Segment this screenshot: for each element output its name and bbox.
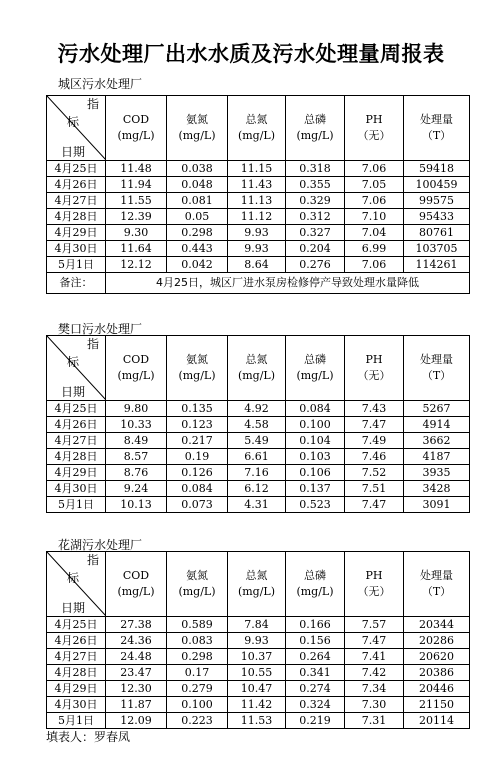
column-header (345, 552, 404, 617)
column-unit: (mg/L) (237, 369, 276, 382)
column-name: COD (122, 353, 150, 366)
date-cell: 4月26日 (47, 177, 106, 193)
value-cell: 0.104 (286, 433, 345, 449)
value-cell: 0.223 (167, 713, 228, 729)
value-cell: 0.217 (167, 433, 228, 449)
value-cell: 0.038 (167, 161, 228, 177)
diag-top-label: 指 (86, 337, 99, 351)
column-name: 总磷 (304, 569, 326, 582)
value-cell: 7.06 (345, 193, 404, 209)
section-label: 花湖污水处理厂 (58, 538, 143, 552)
value-cell: 9.24 (106, 481, 167, 497)
value-cell: 11.55 (106, 193, 167, 209)
table-row (47, 465, 470, 481)
value-cell: 0.589 (167, 617, 228, 633)
value-cell: 0.274 (286, 681, 345, 697)
table-row (47, 617, 470, 633)
column-name: 总氮 (245, 569, 268, 582)
date-cell: 4月30日 (47, 241, 106, 257)
value-cell: 5267 (404, 401, 470, 417)
value-cell: 7.04 (345, 225, 404, 241)
value-cell: 6.12 (228, 481, 286, 497)
column-unit: (mg/L) (117, 369, 155, 382)
value-cell: 10.55 (228, 665, 286, 681)
column-header (404, 336, 470, 401)
column-unit: (mg/L) (237, 129, 276, 142)
value-cell: 8.49 (106, 433, 167, 449)
table-row (47, 417, 470, 433)
value-cell: 11.15 (228, 161, 286, 177)
column-unit: (mg/L) (296, 369, 334, 382)
column-unit: (mg/L) (296, 129, 334, 142)
value-cell: 95433 (404, 209, 470, 225)
note-text: 4月25日，城区厂进水泵房检修停产导致处理水量降低 (106, 273, 470, 294)
value-cell: 114261 (404, 257, 470, 273)
value-cell: 7.34 (345, 681, 404, 697)
table-row (47, 161, 470, 177)
value-cell: 0.103 (286, 449, 345, 465)
table-row (47, 433, 470, 449)
value-cell: 0.523 (286, 497, 345, 513)
value-cell: 6.61 (228, 449, 286, 465)
date-cell: 4月26日 (47, 633, 106, 649)
value-cell: 7.06 (345, 161, 404, 177)
value-cell: 5.49 (228, 433, 286, 449)
note-row (47, 273, 470, 294)
diag-mid-label: 标 (67, 115, 80, 129)
date-cell: 4月28日 (47, 209, 106, 225)
value-cell: 0.17 (167, 665, 228, 681)
value-cell: 7.43 (345, 401, 404, 417)
value-cell: 6.99 (345, 241, 404, 257)
column-header (167, 552, 228, 617)
column-name: 氨氮 (186, 113, 208, 126)
table-row (47, 177, 470, 193)
date-cell: 4月25日 (47, 617, 106, 633)
diagonal-header-cell (47, 336, 106, 401)
value-cell: 3662 (404, 433, 470, 449)
diag-top-label: 指 (86, 553, 99, 567)
column-unit: （T） (421, 369, 452, 382)
value-cell: 59418 (404, 161, 470, 177)
column-header (228, 336, 286, 401)
value-cell: 0.318 (286, 161, 345, 177)
quality-table (46, 335, 470, 513)
value-cell: 7.31 (345, 713, 404, 729)
column-header (345, 96, 404, 161)
table-row (47, 193, 470, 209)
report-title: 污水处理厂出水水质及污水处理量周报表 (57, 42, 445, 66)
value-cell: 0.443 (167, 241, 228, 257)
column-name: COD (122, 113, 150, 126)
value-cell: 7.41 (345, 649, 404, 665)
value-cell: 24.36 (106, 633, 167, 649)
value-cell: 11.94 (106, 177, 167, 193)
value-cell: 12.12 (106, 257, 167, 273)
value-cell: 0.100 (167, 697, 228, 713)
value-cell: 9.93 (228, 633, 286, 649)
value-cell: 3091 (404, 497, 470, 513)
value-cell: 10.47 (228, 681, 286, 697)
column-unit: （T） (421, 585, 452, 598)
column-unit: (mg/L) (117, 585, 155, 598)
date-cell: 4月26日 (47, 417, 106, 433)
value-cell: 0.137 (286, 481, 345, 497)
value-cell: 0.166 (286, 617, 345, 633)
value-cell: 0.135 (167, 401, 228, 417)
value-cell: 9.93 (228, 225, 286, 241)
date-cell: 4月27日 (47, 433, 106, 449)
diagonal-header-cell (47, 96, 106, 161)
quality-table (46, 95, 470, 294)
date-cell: 4月30日 (47, 481, 106, 497)
filler-signature: 填表人：罗春凤 (46, 730, 131, 744)
value-cell: 4914 (404, 417, 470, 433)
value-cell: 20620 (404, 649, 470, 665)
value-cell: 7.51 (345, 481, 404, 497)
value-cell: 10.37 (228, 649, 286, 665)
table-row (47, 497, 470, 513)
column-unit: (mg/L) (178, 129, 216, 142)
value-cell: 4.92 (228, 401, 286, 417)
diag-bottom-label: 日期 (61, 385, 86, 399)
diag-bottom-label: 日期 (61, 145, 86, 159)
value-cell: 9.30 (106, 225, 167, 241)
column-header (286, 552, 345, 617)
value-cell: 3428 (404, 481, 470, 497)
table-row (47, 649, 470, 665)
value-cell: 0.123 (167, 417, 228, 433)
value-cell: 11.43 (228, 177, 286, 193)
column-name: 处理量 (420, 569, 453, 582)
value-cell: 80761 (404, 225, 470, 241)
date-cell: 5月1日 (47, 257, 106, 273)
date-cell: 4月29日 (47, 681, 106, 697)
date-cell: 5月1日 (47, 497, 106, 513)
value-cell: 0.324 (286, 697, 345, 713)
value-cell: 7.06 (345, 257, 404, 273)
column-header (167, 336, 228, 401)
value-cell: 0.204 (286, 241, 345, 257)
section-label: 樊口污水处理厂 (58, 322, 143, 336)
value-cell: 0.264 (286, 649, 345, 665)
value-cell: 7.30 (345, 697, 404, 713)
value-cell: 11.13 (228, 193, 286, 209)
column-header (106, 96, 167, 161)
value-cell: 8.57 (106, 449, 167, 465)
column-unit: （无） (357, 369, 391, 382)
diag-mid-label: 标 (67, 571, 80, 585)
value-cell: 7.05 (345, 177, 404, 193)
value-cell: 11.87 (106, 697, 167, 713)
value-cell: 11.64 (106, 241, 167, 257)
table-row (47, 209, 470, 225)
value-cell: 10.33 (106, 417, 167, 433)
column-unit: （T） (421, 129, 452, 142)
table-row (47, 697, 470, 713)
value-cell: 0.279 (167, 681, 228, 697)
column-unit: (mg/L) (296, 585, 334, 598)
value-cell: 23.47 (106, 665, 167, 681)
value-cell: 4.58 (228, 417, 286, 433)
value-cell: 0.341 (286, 665, 345, 681)
value-cell: 99575 (404, 193, 470, 209)
diag-bottom-label: 日期 (61, 601, 86, 615)
value-cell: 0.126 (167, 465, 228, 481)
value-cell: 8.64 (228, 257, 286, 273)
column-header (106, 552, 167, 617)
value-cell: 0.312 (286, 209, 345, 225)
date-cell: 4月25日 (47, 161, 106, 177)
table-row (47, 449, 470, 465)
value-cell: 0.100 (286, 417, 345, 433)
column-name: PH (365, 113, 383, 126)
table-row (47, 633, 470, 649)
date-cell: 5月1日 (47, 713, 106, 729)
table-row (47, 713, 470, 729)
value-cell: 9.93 (228, 241, 286, 257)
value-cell: 0.298 (167, 225, 228, 241)
value-cell: 7.84 (228, 617, 286, 633)
value-cell: 3935 (404, 465, 470, 481)
value-cell: 7.46 (345, 449, 404, 465)
value-cell: 20344 (404, 617, 470, 633)
column-name: 总磷 (304, 113, 326, 126)
value-cell: 21150 (404, 697, 470, 713)
value-cell: 0.219 (286, 713, 345, 729)
value-cell: 20386 (404, 665, 470, 681)
column-unit: (mg/L) (178, 585, 216, 598)
value-cell: 9.80 (106, 401, 167, 417)
value-cell: 10.13 (106, 497, 167, 513)
date-cell: 4月27日 (47, 193, 106, 209)
value-cell: 12.39 (106, 209, 167, 225)
value-cell: 7.47 (345, 633, 404, 649)
column-header (228, 552, 286, 617)
value-cell: 0.042 (167, 257, 228, 273)
value-cell: 0.05 (167, 209, 228, 225)
quality-table (46, 551, 470, 729)
date-cell: 4月29日 (47, 465, 106, 481)
value-cell: 0.106 (286, 465, 345, 481)
value-cell: 12.30 (106, 681, 167, 697)
column-name: 氨氮 (186, 569, 208, 582)
table-row (47, 401, 470, 417)
value-cell: 24.48 (106, 649, 167, 665)
column-header (106, 336, 167, 401)
value-cell: 12.09 (106, 713, 167, 729)
value-cell: 0.073 (167, 497, 228, 513)
value-cell: 7.42 (345, 665, 404, 681)
column-header (228, 96, 286, 161)
value-cell: 20446 (404, 681, 470, 697)
value-cell: 0.048 (167, 177, 228, 193)
column-header (345, 336, 404, 401)
value-cell: 0.156 (286, 633, 345, 649)
value-cell: 0.084 (286, 401, 345, 417)
value-cell: 0.276 (286, 257, 345, 273)
value-cell: 4187 (404, 449, 470, 465)
value-cell: 11.42 (228, 697, 286, 713)
value-cell: 7.52 (345, 465, 404, 481)
column-unit: （无） (357, 585, 391, 598)
value-cell: 0.327 (286, 225, 345, 241)
value-cell: 0.083 (167, 633, 228, 649)
column-header (404, 552, 470, 617)
column-unit: (mg/L) (237, 585, 276, 598)
column-header (286, 96, 345, 161)
column-unit: （无） (357, 129, 391, 142)
date-cell: 4月28日 (47, 449, 106, 465)
table-row (47, 225, 470, 241)
table-row (47, 257, 470, 273)
column-header (404, 96, 470, 161)
date-cell: 4月29日 (47, 225, 106, 241)
table-row (47, 481, 470, 497)
value-cell: 4.31 (228, 497, 286, 513)
value-cell: 7.57 (345, 617, 404, 633)
table-row (47, 665, 470, 681)
value-cell: 20114 (404, 713, 470, 729)
date-cell: 4月28日 (47, 665, 106, 681)
value-cell: 7.16 (228, 465, 286, 481)
column-name: 氨氮 (186, 353, 208, 366)
section-label: 城区污水处理厂 (58, 77, 143, 91)
column-name: 总氮 (245, 353, 268, 366)
value-cell: 100459 (404, 177, 470, 193)
column-name: 总磷 (304, 353, 326, 366)
value-cell: 0.298 (167, 649, 228, 665)
value-cell: 20286 (404, 633, 470, 649)
table-row (47, 681, 470, 697)
column-name: 总氮 (245, 113, 268, 126)
column-header (167, 96, 228, 161)
column-unit: (mg/L) (117, 129, 155, 142)
column-name: 处理量 (420, 353, 453, 366)
diag-mid-label: 标 (67, 355, 80, 369)
column-name: PH (365, 569, 383, 582)
value-cell: 0.19 (167, 449, 228, 465)
column-name: COD (122, 569, 150, 582)
date-cell: 4月25日 (47, 401, 106, 417)
date-cell: 4月30日 (47, 697, 106, 713)
column-unit: (mg/L) (178, 369, 216, 382)
value-cell: 0.084 (167, 481, 228, 497)
value-cell: 7.10 (345, 209, 404, 225)
column-name: 处理量 (420, 113, 453, 126)
diag-top-label: 指 (86, 97, 99, 111)
value-cell: 0.355 (286, 177, 345, 193)
value-cell: 0.081 (167, 193, 228, 209)
column-header (286, 336, 345, 401)
table-row (47, 241, 470, 257)
date-cell: 4月27日 (47, 649, 106, 665)
diagonal-header-cell (47, 552, 106, 617)
value-cell: 11.12 (228, 209, 286, 225)
value-cell: 7.47 (345, 417, 404, 433)
value-cell: 0.329 (286, 193, 345, 209)
value-cell: 7.47 (345, 497, 404, 513)
value-cell: 8.76 (106, 465, 167, 481)
value-cell: 7.49 (345, 433, 404, 449)
note-label: 备注： (47, 273, 106, 294)
value-cell: 11.48 (106, 161, 167, 177)
value-cell: 11.53 (228, 713, 286, 729)
value-cell: 27.38 (106, 617, 167, 633)
column-name: PH (365, 353, 383, 366)
value-cell: 103705 (404, 241, 470, 257)
